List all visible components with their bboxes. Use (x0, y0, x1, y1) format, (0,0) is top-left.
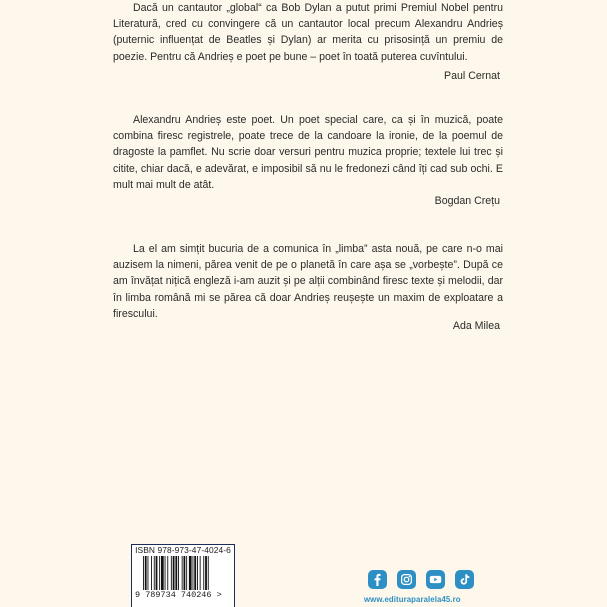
barcode-number: 9 789734 740246 > (135, 590, 222, 600)
instagram-icon[interactable] (397, 570, 416, 589)
website-link[interactable]: www.edituraparalela45.ro (364, 595, 461, 604)
quote-text: Alexandru Andrieș este poet. Un poet special care, ca și în muzică, poate combina firesc registrele, poate trece de la candoare la ironie, de la poemul de dragoste la pamflet. Nu scrie doar versuri pentru muzica proprie; textele lui trec și citite, chiar dacă, e adevărat, e imposibil să nu le fredonezi când îți cad sub ochi. E mult mai mult de atât. (113, 114, 503, 191)
quote-paul-cernat (113, 0, 503, 65)
quote-bogdan-cretu (113, 112, 503, 193)
quote-author: Bogdan Crețu (434, 195, 500, 207)
quote-text: Dacă un cantautor „global“ ca Bob Dylan a putut primi Premiul Nobel pentru Literatură, cred cu convingere că un cantautor local precum Alexandru Andrieș (puternic influențat de Beatles și Dylan) ar merita cu prisosință un premiu de poezie. Pentru că Andrieș e poet pe bune – poet în toată puterea cuvîntului. (113, 2, 503, 63)
social-links (368, 570, 474, 589)
quote-author: Paul Cernat (444, 70, 500, 82)
isbn-label: ISBN 978-973-47-4024-6 (135, 545, 231, 555)
quote-text: La el am simțit bucuria de a comunica în „limba” asta nouă, pe care n-o mai auzisem la nimeni, părea venit de pe o planetă în care așa se „vorbește”. După ce am învățat nițică engleză i-am auzit și pe alții combinând firesc texte și melodii, dar în limba română mi se părea că doar Andrieș reușește un maxim de exploatare a firescului. (113, 243, 503, 320)
facebook-icon[interactable] (368, 570, 387, 589)
tiktok-icon[interactable] (455, 570, 474, 589)
quote-author: Ada Milea (452, 320, 500, 332)
quote-ada-milea (113, 241, 503, 322)
youtube-icon[interactable] (426, 570, 445, 589)
